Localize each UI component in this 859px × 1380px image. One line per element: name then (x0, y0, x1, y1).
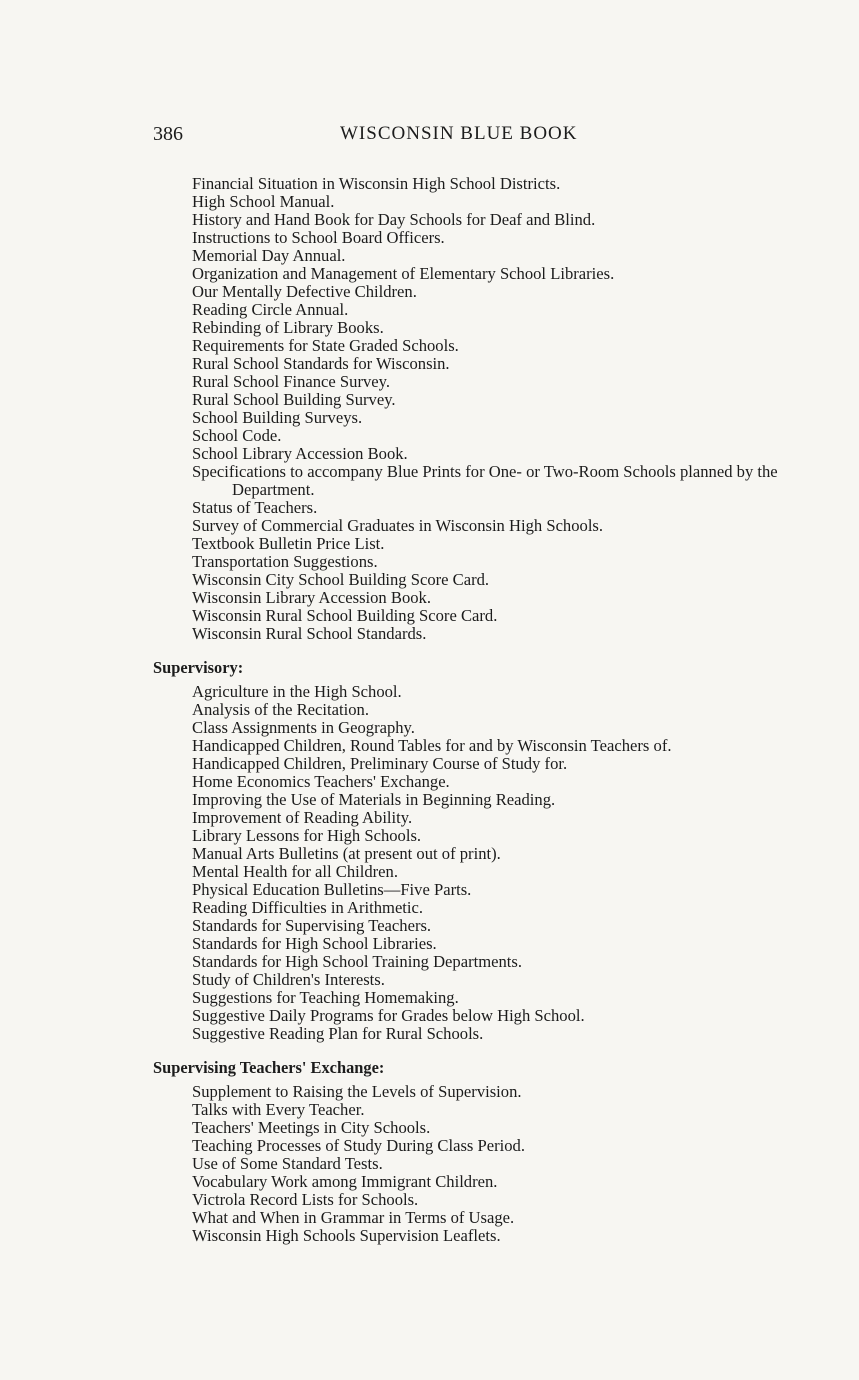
page-content (153, 175, 793, 1245)
list-item: Agriculture in the High School. (192, 682, 402, 701)
section-heading-supervisory: Supervisory: (153, 658, 244, 677)
list-item: Wisconsin Rural School Building Score Card. (192, 606, 498, 625)
publication-list (153, 175, 793, 643)
list-item: Study of Children's Interests. (192, 970, 385, 989)
list-item: Rural School Finance Survey. (192, 372, 391, 391)
list-item: Teaching Processes of Study During Class Period. (192, 1136, 525, 1155)
list-item: Vocabulary Work among Immigrant Children. (192, 1172, 498, 1191)
list-item: Mental Health for all Children. (192, 862, 398, 881)
list-item: Wisconsin Library Accession Book. (192, 588, 431, 607)
exchange-list (153, 1083, 793, 1245)
list-item: Home Economics Teachers' Exchange. (192, 772, 450, 791)
list-item: Standards for High School Training Departments. (192, 952, 523, 971)
list-item: Reading Circle Annual. (192, 300, 349, 319)
list-item: School Building Surveys. (192, 408, 363, 427)
list-item: Organization and Management of Elementary School Libraries. (192, 264, 615, 283)
list-item: Wisconsin High Schools Supervision Leaflets. (192, 1226, 501, 1245)
list-item: History and Hand Book for Day Schools for Deaf and Blind. (192, 210, 596, 229)
list-item: Survey of Commercial Graduates in Wisconsin High Schools. (192, 516, 604, 535)
list-item: Rural School Building Survey. (192, 390, 396, 409)
list-item: Suggestive Daily Programs for Grades below High School. (192, 1006, 585, 1025)
list-item: Standards for High School Libraries. (192, 934, 437, 953)
supervisory-list (153, 683, 793, 1043)
list-item: Wisconsin Rural School Standards. (192, 624, 427, 643)
list-item: Library Lessons for High Schools. (192, 826, 422, 845)
list-item: What and When in Grammar in Terms of Usage. (192, 1208, 515, 1227)
list-item: Our Mentally Defective Children. (192, 282, 417, 301)
page-title: WISCONSIN BLUE BOOK (340, 123, 578, 144)
list-item: High School Manual. (192, 192, 335, 211)
list-item: Transportation Suggestions. (192, 552, 378, 571)
page-header (153, 123, 793, 147)
list-item: Class Assignments in Geography. (192, 718, 415, 737)
list-item: Suggestive Reading Plan for Rural Schools. (192, 1024, 484, 1043)
list-item: Supplement to Raising the Levels of Supervision. (192, 1082, 522, 1101)
list-item: Financial Situation in Wisconsin High School Districts. (192, 174, 561, 193)
list-item: Specifications to accompany Blue Prints for One- or Two-Room Schools planned by the Department. (192, 462, 778, 499)
section-heading-exchange: Supervising Teachers' Exchange: (153, 1058, 385, 1077)
list-item: Rural School Standards for Wisconsin. (192, 354, 450, 373)
list-item: Requirements for State Graded Schools. (192, 336, 459, 355)
list-item: Manual Arts Bulletins (at present out of print). (192, 844, 501, 863)
list-item: School Code. (192, 426, 282, 445)
list-item: Talks with Every Teacher. (192, 1100, 365, 1119)
list-item: Physical Education Bulletins—Five Parts. (192, 880, 472, 899)
list-item: Status of Teachers. (192, 498, 318, 517)
list-item: Suggestions for Teaching Homemaking. (192, 988, 459, 1007)
list-item: Rebinding of Library Books. (192, 318, 384, 337)
list-item: Instructions to School Board Officers. (192, 228, 445, 247)
list-item: Handicapped Children, Preliminary Course of Study for. (192, 754, 568, 773)
list-item: Textbook Bulletin Price List. (192, 534, 385, 553)
list-item: Standards for Supervising Teachers. (192, 916, 432, 935)
list-item: Teachers' Meetings in City Schools. (192, 1118, 431, 1137)
list-item: Handicapped Children, Round Tables for and by Wisconsin Teachers of. (192, 736, 672, 755)
page-number: 386 (153, 123, 183, 145)
list-item: Analysis of the Recitation. (192, 700, 369, 719)
list-item: Improving the Use of Materials in Beginning Reading. (192, 790, 556, 809)
list-item: Use of Some Standard Tests. (192, 1154, 383, 1173)
list-item: Memorial Day Annual. (192, 246, 346, 265)
list-item: Wisconsin City School Building Score Card. (192, 570, 490, 589)
list-item: Victrola Record Lists for Schools. (192, 1190, 419, 1209)
list-item: Reading Difficulties in Arithmetic. (192, 898, 424, 917)
list-item: School Library Accession Book. (192, 444, 408, 463)
list-item: Improvement of Reading Ability. (192, 808, 413, 827)
